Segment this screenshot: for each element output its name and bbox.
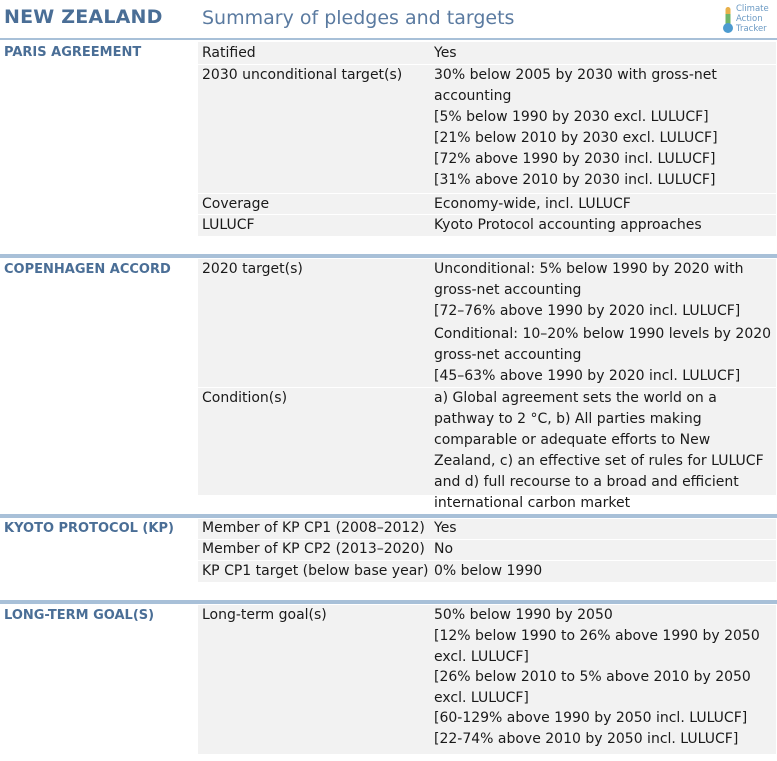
section-title-kyoto-protocol: KYOTO PROTOCOL (KP) <box>4 521 174 536</box>
row-label-kp-cp1: Member of KP CP1 (2008–2012) <box>202 520 425 536</box>
logo-text-line1: Climate <box>736 4 769 14</box>
row-value-ratified: Yes <box>434 45 457 61</box>
row-label-2030-target: 2030 unconditional target(s) <box>202 67 403 83</box>
row-label-conditions: Condition(s) <box>202 390 288 406</box>
section-divider <box>0 254 777 258</box>
thermometer-icon <box>722 6 734 34</box>
row-value-long-term-goal-note: [60-129% above 1990 by 2050 incl. LULUCF] <box>434 710 748 726</box>
logo-text-line2: Action <box>736 14 763 24</box>
section-title-copenhagen-accord: COPENHAGEN ACCORD <box>4 262 171 277</box>
logo-text-line3: Tracker <box>736 24 767 34</box>
row-value-2030-target-note: [5% below 1990 by 2030 excl. LULUCF] <box>434 109 709 125</box>
row-label-2020-target: 2020 target(s) <box>202 261 303 277</box>
row-value-2020-unconditional: Unconditional: 5% below 1990 by 2020 with gross-net accounting <box>434 261 744 298</box>
section-title-paris-agreement: PARIS AGREEMENT <box>4 45 142 60</box>
page-header <box>0 0 777 40</box>
row-label-kp-cp1-target: KP CP1 target (below base year) <box>202 563 429 579</box>
row-value-coverage: Economy-wide, incl. LULUCF <box>434 196 631 212</box>
country-title: NEW ZEALAND <box>4 6 163 28</box>
climate-action-tracker-logo <box>722 4 777 36</box>
row-value-2030-target-note: [21% below 2010 by 2030 excl. LULUCF] <box>434 130 718 146</box>
row-label-kp-cp2: Member of KP CP2 (2013–2020) <box>202 541 425 557</box>
row-value-2030-target-note: [31% above 2010 by 2030 incl. LULUCF] <box>434 172 716 188</box>
row-value-2020-unconditional-note: [72–76% above 1990 by 2020 incl. LULUCF] <box>434 303 741 319</box>
row-value-kp-cp1: Yes <box>434 520 457 536</box>
row-label-coverage: Coverage <box>202 196 270 212</box>
row-value-2020-conditional: Conditional: 10–20% below 1990 levels by 2020 gross-net accounting <box>434 326 772 363</box>
section-divider <box>0 600 777 604</box>
row-value-long-term-goal-note: [26% below 2010 to 5% above 2010 by 2050 excl. LULUCF] <box>434 669 751 706</box>
row-value-2020-conditional-note: [45–63% above 1990 by 2020 incl. LULUCF] <box>434 368 741 384</box>
row-label-ratified: Ratified <box>202 45 256 61</box>
row-value-long-term-goal: 50% below 1990 by 2050 <box>434 607 613 623</box>
row-value-2030-target-note: [72% above 1990 by 2030 incl. LULUCF] <box>434 151 716 167</box>
section-title-long-term-goals: LONG-TERM GOAL(S) <box>4 608 155 623</box>
row-label-lulucf: LULUCF <box>202 217 255 233</box>
row-value-conditions: a) Global agreement sets the world on a pathway to 2 °C, b) All parties making comparable or adequate efforts to New Zealand, c) an effective set of rules for LULUCF and d) full recourse to a broad and efficient international carbon market <box>434 390 764 511</box>
row-value-long-term-goal-note: [12% below 1990 to 26% above 1990 by 2050 excl. LULUCF] <box>434 628 760 665</box>
header-rule <box>0 38 777 40</box>
row-value-2030-target: 30% below 2005 by 2030 with gross-net accounting <box>434 67 717 104</box>
row-value-long-term-goal-note: [22-74% above 2010 by 2050 incl. LULUCF] <box>434 731 739 747</box>
row-value-lulucf: Kyoto Protocol accounting approaches <box>434 217 702 233</box>
page-subtitle: Summary of pledges and targets <box>202 7 515 29</box>
row-label-long-term-goal: Long-term goal(s) <box>202 607 327 623</box>
row-value-kp-cp2: No <box>434 541 454 557</box>
row-value-kp-cp1-target: 0% below 1990 <box>434 563 543 579</box>
